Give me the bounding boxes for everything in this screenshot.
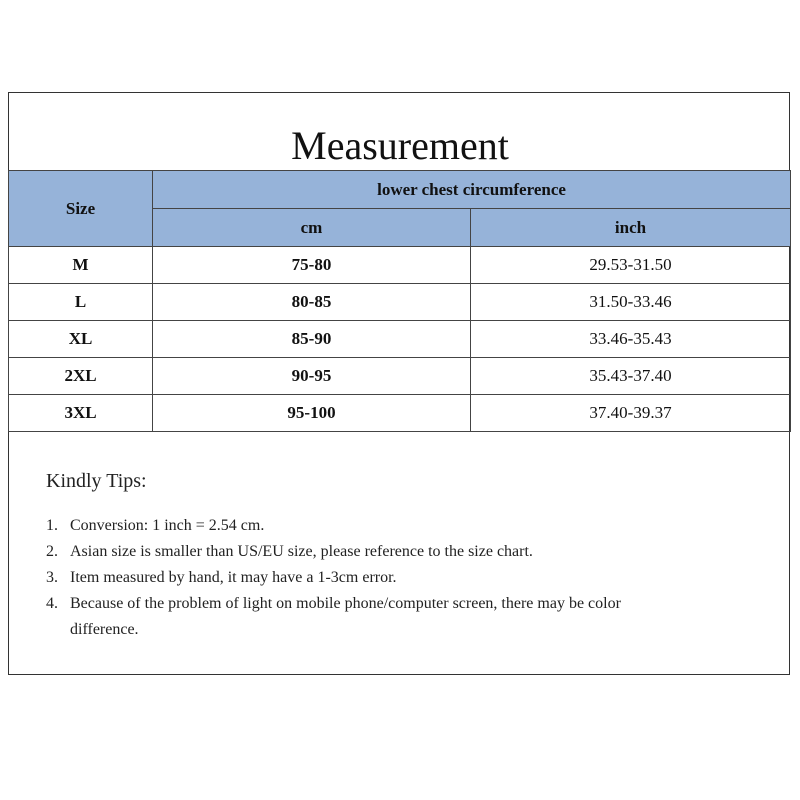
size-header: Size: [9, 171, 153, 247]
cm-cell: 95-100: [153, 395, 471, 432]
cm-cell: 80-85: [153, 284, 471, 321]
table-row: [9, 358, 791, 395]
list-number: 2.: [46, 543, 58, 560]
inch-cell: 33.46-35.43: [471, 321, 791, 358]
list-item: [46, 513, 766, 539]
size-table: [8, 170, 791, 432]
list-item: [46, 565, 766, 591]
list-number: 4.: [46, 595, 58, 612]
inch-cell: 35.43-37.40: [471, 358, 791, 395]
table-row: [9, 247, 791, 284]
tip-text: Item measured by hand, it may have a 1-3cm error.: [70, 569, 397, 586]
tip-text: Conversion: 1 inch = 2.54 cm.: [70, 517, 265, 534]
list-number: 1.: [46, 517, 58, 534]
cm-cell: 90-95: [153, 358, 471, 395]
tips-title: Kindly Tips:: [46, 470, 147, 492]
inch-cell: 29.53-31.50: [471, 247, 791, 284]
tips-section: [46, 470, 766, 643]
cm-header: cm: [153, 209, 471, 247]
size-cell: 3XL: [9, 395, 153, 432]
table-header-row: [9, 171, 791, 209]
list-item: [46, 539, 766, 565]
list-item: [46, 591, 766, 643]
inch-header: inch: [471, 209, 791, 247]
tip-text: Because of the problem of light on mobile phone/computer screen, there may be color difference.: [70, 595, 621, 638]
size-cell: XL: [9, 321, 153, 358]
cm-cell: 75-80: [153, 247, 471, 284]
page-title: Measurement: [291, 123, 509, 168]
size-cell: L: [9, 284, 153, 321]
table-row: [9, 395, 791, 432]
size-cell: M: [9, 247, 153, 284]
table-row: [9, 284, 791, 321]
inch-cell: 31.50-33.46: [471, 284, 791, 321]
tip-text: Asian size is smaller than US/EU size, please reference to the size chart.: [70, 543, 533, 560]
tips-list: [46, 513, 766, 643]
size-cell: 2XL: [9, 358, 153, 395]
inch-cell: 37.40-39.37: [471, 395, 791, 432]
cm-cell: 85-90: [153, 321, 471, 358]
list-number: 3.: [46, 569, 58, 586]
table-row: [9, 321, 791, 358]
measurement-group-header: lower chest circumference: [153, 171, 791, 209]
